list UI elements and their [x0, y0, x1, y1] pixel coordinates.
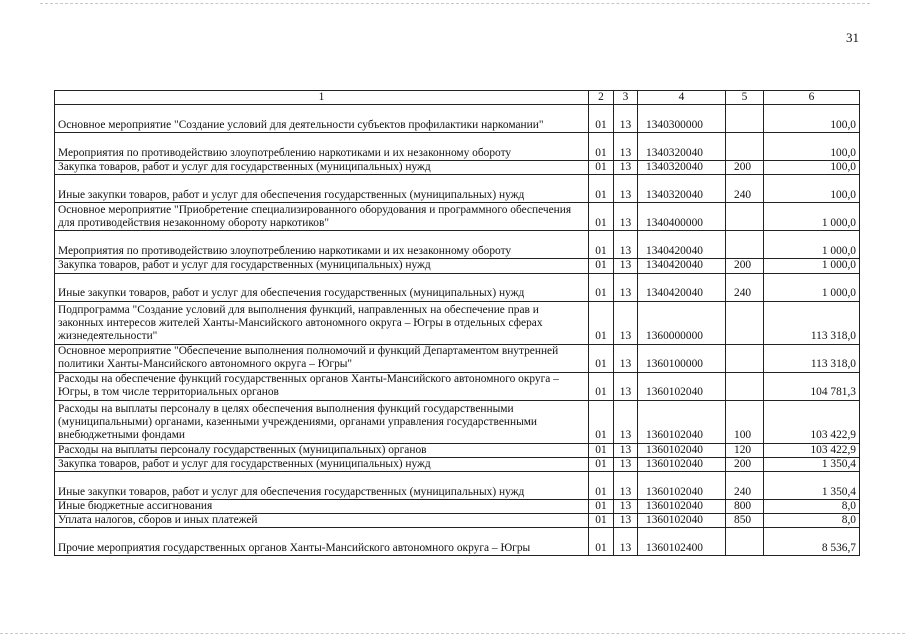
- table-header-row: [55, 91, 860, 105]
- row-subsection: 13: [614, 105, 638, 133]
- row-name: Закупка товаров, работ и услуг для государственных (муниципальных) нужд: [55, 161, 589, 175]
- row-subsection: 13: [614, 528, 638, 556]
- header-col-6: 6: [764, 91, 860, 105]
- table-row: [55, 372, 860, 400]
- table-row: [55, 273, 860, 301]
- row-subsection: 13: [614, 400, 638, 443]
- row-amount: 100,0: [764, 105, 860, 133]
- row-expense-type: 200: [726, 457, 764, 471]
- row-subsection: 13: [614, 514, 638, 528]
- table-row: [55, 105, 860, 133]
- row-target-article: 1340320040: [638, 133, 726, 161]
- row-section: 01: [589, 372, 614, 400]
- row-target-article: 1360102040: [638, 372, 726, 400]
- row-subsection: 13: [614, 161, 638, 175]
- table-row: [55, 528, 860, 556]
- header-col-4: 4: [638, 91, 726, 105]
- row-section: 01: [589, 457, 614, 471]
- table-row: [55, 301, 860, 344]
- row-expense-type: [726, 372, 764, 400]
- row-name: Основное мероприятие "Создание условий для деятельности субъектов профилактики наркомании": [55, 105, 589, 133]
- row-section: 01: [589, 400, 614, 443]
- row-target-article: 1340320040: [638, 175, 726, 203]
- top-scan-line: [40, 3, 870, 4]
- row-expense-type: 850: [726, 514, 764, 528]
- row-section: 01: [589, 528, 614, 556]
- row-amount: 103 422,9: [764, 443, 860, 457]
- row-section: 01: [589, 514, 614, 528]
- row-target-article: 1340420040: [638, 259, 726, 273]
- row-target-article: 1360100000: [638, 344, 726, 372]
- row-name: Иные закупки товаров, работ и услуг для обеспечения государственных (муниципальных) нужд: [55, 175, 589, 203]
- row-subsection: 13: [614, 344, 638, 372]
- table-row: [55, 457, 860, 471]
- row-section: 01: [589, 133, 614, 161]
- row-target-article: 1340420040: [638, 273, 726, 301]
- row-amount: 100,0: [764, 175, 860, 203]
- row-target-article: 1360000000: [638, 301, 726, 344]
- row-amount: 1 000,0: [764, 259, 860, 273]
- row-expense-type: 120: [726, 443, 764, 457]
- row-target-article: 1360102040: [638, 500, 726, 514]
- table-row: [55, 175, 860, 203]
- row-name: Расходы на выплаты персоналу в целях обеспечения выполнения функций государственными (муниципальными) органами, казенными учреждениями, органами управления государственными внебюджетными фондами: [55, 400, 589, 443]
- row-name: Основное мероприятие "Обеспечение выполнения полномочий и функций Департаментом внутренней политики Ханты-Мансийского автономного округа – Югры": [55, 344, 589, 372]
- row-expense-type: 800: [726, 500, 764, 514]
- table-row: [55, 400, 860, 443]
- row-amount: 103 422,9: [764, 400, 860, 443]
- row-expense-type: 240: [726, 472, 764, 500]
- row-target-article: 1360102040: [638, 443, 726, 457]
- row-name: Закупка товаров, работ и услуг для государственных (муниципальных) нужд: [55, 457, 589, 471]
- row-subsection: 13: [614, 203, 638, 231]
- row-amount: 8 536,7: [764, 528, 860, 556]
- row-subsection: 13: [614, 133, 638, 161]
- row-target-article: 1340420040: [638, 231, 726, 259]
- row-amount: 1 350,4: [764, 472, 860, 500]
- row-name: Иные закупки товаров, работ и услуг для обеспечения государственных (муниципальных) нужд: [55, 273, 589, 301]
- row-expense-type: [726, 528, 764, 556]
- row-subsection: 13: [614, 301, 638, 344]
- row-amount: 113 318,0: [764, 301, 860, 344]
- row-subsection: 13: [614, 259, 638, 273]
- row-section: 01: [589, 472, 614, 500]
- budget-table: [54, 90, 860, 556]
- row-section: 01: [589, 500, 614, 514]
- row-target-article: 1360102040: [638, 400, 726, 443]
- row-section: 01: [589, 105, 614, 133]
- row-name: Иные закупки товаров, работ и услуг для обеспечения государственных (муниципальных) нужд: [55, 472, 589, 500]
- row-amount: 8,0: [764, 500, 860, 514]
- row-subsection: 13: [614, 457, 638, 471]
- row-amount: 1 000,0: [764, 273, 860, 301]
- row-expense-type: [726, 344, 764, 372]
- row-expense-type: 100: [726, 400, 764, 443]
- table-row: [55, 500, 860, 514]
- table-row: [55, 514, 860, 528]
- row-target-article: 1360102040: [638, 472, 726, 500]
- row-subsection: 13: [614, 443, 638, 457]
- row-target-article: 1340300000: [638, 105, 726, 133]
- row-expense-type: 240: [726, 273, 764, 301]
- row-amount: 113 318,0: [764, 344, 860, 372]
- row-subsection: 13: [614, 273, 638, 301]
- row-section: 01: [589, 175, 614, 203]
- header-col-1: 1: [55, 91, 589, 105]
- row-section: 01: [589, 273, 614, 301]
- page-number: 31: [846, 30, 859, 45]
- table-row: [55, 231, 860, 259]
- row-target-article: 1340400000: [638, 203, 726, 231]
- row-target-article: 1360102040: [638, 457, 726, 471]
- row-subsection: 13: [614, 472, 638, 500]
- row-expense-type: 200: [726, 259, 764, 273]
- row-section: 01: [589, 231, 614, 259]
- bottom-scan-line: [0, 633, 905, 634]
- row-name: Прочие мероприятия государственных органов Ханты-Мансийского автономного округа – Югры: [55, 528, 589, 556]
- row-expense-type: [726, 105, 764, 133]
- row-expense-type: [726, 203, 764, 231]
- table-row: [55, 259, 860, 273]
- row-expense-type: 240: [726, 175, 764, 203]
- row-amount: 1 000,0: [764, 231, 860, 259]
- row-name: Подпрограмма "Создание условий для выполнения функций, направленных на обеспечение прав и законных интересов жителей Ханты-Мансийского автономного округа – Югры в отдельных сферах жизнедеятельности": [55, 301, 589, 344]
- row-target-article: 1360102400: [638, 528, 726, 556]
- row-amount: 100,0: [764, 161, 860, 175]
- row-name: Мероприятия по противодействию злоупотреблению наркотиками и их незаконному обороту: [55, 133, 589, 161]
- row-name: Закупка товаров, работ и услуг для государственных (муниципальных) нужд: [55, 259, 589, 273]
- row-name: Расходы на выплаты персоналу государственных (муниципальных) органов: [55, 443, 589, 457]
- row-name: Основное мероприятие "Приобретение специализированного оборудования и программного обеспечения для противодействия незаконному обороту наркотиков": [55, 203, 589, 231]
- row-name: Уплата налогов, сборов и иных платежей: [55, 514, 589, 528]
- budget-table-body: [55, 91, 860, 556]
- row-expense-type: [726, 133, 764, 161]
- table-row: [55, 161, 860, 175]
- row-section: 01: [589, 443, 614, 457]
- row-name: Мероприятия по противодействию злоупотреблению наркотиками и их незаконному обороту: [55, 231, 589, 259]
- row-target-article: 1340320040: [638, 161, 726, 175]
- table-row: [55, 133, 860, 161]
- row-section: 01: [589, 161, 614, 175]
- row-name: Расходы на обеспечение функций государственных органов Ханты-Мансийского автономного округа – Югры, в том числе территориальных органов: [55, 372, 589, 400]
- row-expense-type: [726, 231, 764, 259]
- row-amount: 104 781,3: [764, 372, 860, 400]
- table-row: [55, 472, 860, 500]
- header-col-2: 2: [589, 91, 614, 105]
- row-expense-type: 200: [726, 161, 764, 175]
- header-col-5: 5: [726, 91, 764, 105]
- table-row: [55, 443, 860, 457]
- row-subsection: 13: [614, 372, 638, 400]
- row-section: 01: [589, 301, 614, 344]
- row-expense-type: [726, 301, 764, 344]
- row-amount: 8,0: [764, 514, 860, 528]
- row-name: Иные бюджетные ассигнования: [55, 500, 589, 514]
- row-amount: 1 000,0: [764, 203, 860, 231]
- table-row: [55, 203, 860, 231]
- row-subsection: 13: [614, 231, 638, 259]
- header-col-3: 3: [614, 91, 638, 105]
- row-amount: 1 350,4: [764, 457, 860, 471]
- row-section: 01: [589, 203, 614, 231]
- row-subsection: 13: [614, 175, 638, 203]
- row-section: 01: [589, 259, 614, 273]
- row-subsection: 13: [614, 500, 638, 514]
- row-target-article: 1360102040: [638, 514, 726, 528]
- row-section: 01: [589, 344, 614, 372]
- table-row: [55, 344, 860, 372]
- row-amount: 100,0: [764, 133, 860, 161]
